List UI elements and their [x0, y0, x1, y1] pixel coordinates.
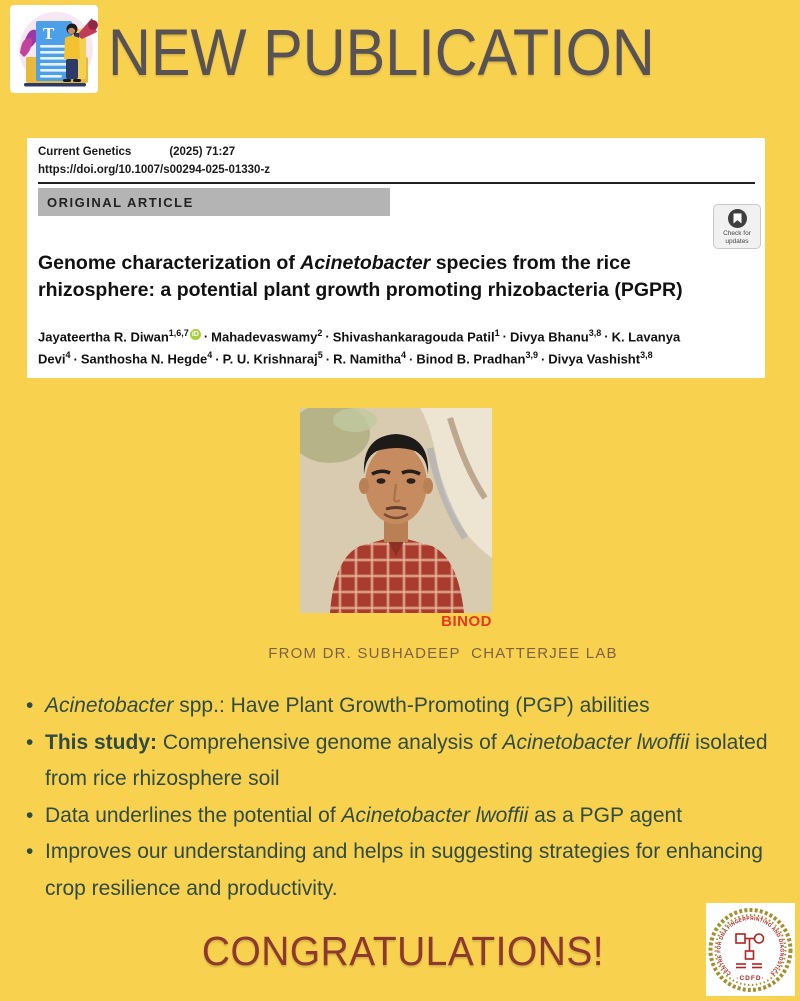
author-separator: · — [409, 351, 414, 367]
author-separator — [653, 352, 659, 367]
cdfd-institute-logo — [706, 903, 795, 996]
author-name: Jayateertha R. Diwan — [38, 329, 169, 345]
doi-link[interactable]: https://doi.org/10.1007/s00294-025-01330-z — [38, 164, 271, 176]
photo-caption: BINOD — [441, 613, 492, 630]
megaphone-newspaper-illustration — [10, 5, 98, 93]
author-affiliation-sup: 2 — [317, 328, 323, 338]
text-segment: Comprehensive genome analysis of — [157, 730, 503, 754]
author-name: Santhosha N. Hegde — [80, 351, 208, 367]
divider-rule — [38, 182, 755, 184]
author-separator: · — [325, 329, 330, 345]
author-affiliation-sup: 3,9 — [525, 350, 538, 361]
text-segment: Improves our understanding and helps in suggesting strategies for enhancing crop resilience and productivity. — [45, 840, 763, 900]
author-name: Shivashankaragouda Patil — [332, 329, 495, 345]
orcid-icon[interactable]: iD — [191, 331, 199, 338]
author-affiliation-sup: 3,8 — [640, 350, 653, 361]
text-segment: Acinetobacter — [45, 694, 174, 717]
svg-text:T: T — [43, 24, 55, 43]
bullet-item — [26, 688, 782, 725]
bullet-dot: • — [26, 730, 34, 754]
author-separator: · — [604, 329, 609, 345]
author-separator: · — [203, 329, 209, 345]
author-affiliation-sup: 4 — [207, 350, 213, 361]
page-title: NEW PUBLICATION — [108, 15, 655, 89]
author-affiliation-sup: 1,6,7 — [168, 328, 189, 338]
author-separator: · — [502, 329, 507, 345]
bullet-text — [45, 798, 782, 835]
author-affiliation-sup: 4 — [65, 350, 71, 361]
journal-issue: (2025) 71:27 — [169, 146, 236, 158]
bullet-text — [45, 688, 782, 725]
author-name: P. U. Krishnaraj — [222, 351, 318, 367]
institute-abbr: ·CDFD· — [736, 975, 765, 982]
bullet-dot: • — [26, 803, 34, 827]
author-affiliation-sup: 5 — [317, 350, 323, 361]
journal-header-line — [38, 145, 755, 160]
author-name: R. Namitha — [333, 351, 402, 367]
author-name: Divya Bhanu — [509, 329, 589, 345]
article-authors — [38, 324, 754, 369]
author-name: Divya Vashisht — [548, 351, 641, 367]
bullet-item — [26, 798, 782, 835]
author-affiliation-sup: 3,8 — [588, 328, 602, 338]
check-updates-label: Check for updates — [723, 230, 751, 245]
check-for-updates-button[interactable] — [713, 204, 761, 249]
author-affiliation-sup: 1 — [494, 328, 500, 338]
svg-text:CENTRE FOR DNA FINGERPRINTING — [716, 916, 784, 976]
summary-bullet-list — [26, 688, 782, 907]
text-segment: spp.: Have Plant Growth-Promoting (PGP) abilities — [173, 694, 650, 717]
section-band — [38, 188, 390, 216]
author-separator: · — [540, 351, 546, 367]
text-segment: Genome characterization of — [38, 252, 301, 274]
text-segment: isolated from rice rhizosphere soil — [45, 730, 768, 790]
author-portrait-photo — [300, 408, 492, 613]
author-name: Mahadevaswamy — [211, 329, 318, 345]
text-segment: Acinetobacter — [300, 252, 431, 274]
author-separator: · — [215, 351, 220, 367]
bookmark-icon — [728, 209, 747, 228]
section-label: ORIGINAL ARTICLE — [47, 194, 194, 210]
text-segment: Data underlines the potential of — [45, 803, 342, 827]
text-segment: Acinetobacter lwoffii — [341, 803, 529, 827]
text-segment: as a PGP agent — [528, 803, 683, 827]
journal-name: Current Genetics — [38, 146, 132, 158]
photo-credit: FROM DR. SUBHADEEP CHATTERJEE LAB — [268, 645, 618, 662]
author-name: K. Lavanya Devi — [38, 329, 681, 367]
bullet-dot: • — [26, 840, 34, 863]
announcement-logo — [10, 5, 98, 93]
bullet-text — [45, 834, 782, 907]
bullet-item — [26, 725, 782, 798]
bullet-dot: • — [26, 694, 34, 717]
bullet-text — [45, 725, 782, 798]
journal-article-card — [27, 138, 765, 378]
author-separator: · — [73, 351, 78, 367]
text-segment: Acinetobacter lwoffii — [502, 730, 690, 754]
congratulations-text: CONGRATULATIONS! — [201, 928, 605, 974]
institute-ring-text: CENTRE FOR DNA FINGERPRINTING AND DIAGNOSTICS — [716, 915, 785, 977]
text-segment: species from the rice rhizosphere: a potential plant growth promoting rhizobacteria (PGPR) — [38, 252, 683, 301]
text-segment: This study: — [45, 730, 158, 754]
article-title — [38, 250, 753, 304]
bullet-item — [26, 834, 782, 907]
author-affiliation-sup: 4 — [401, 350, 407, 361]
author-name: Binod B. Pradhan — [416, 351, 526, 367]
author-separator: · — [325, 351, 331, 367]
